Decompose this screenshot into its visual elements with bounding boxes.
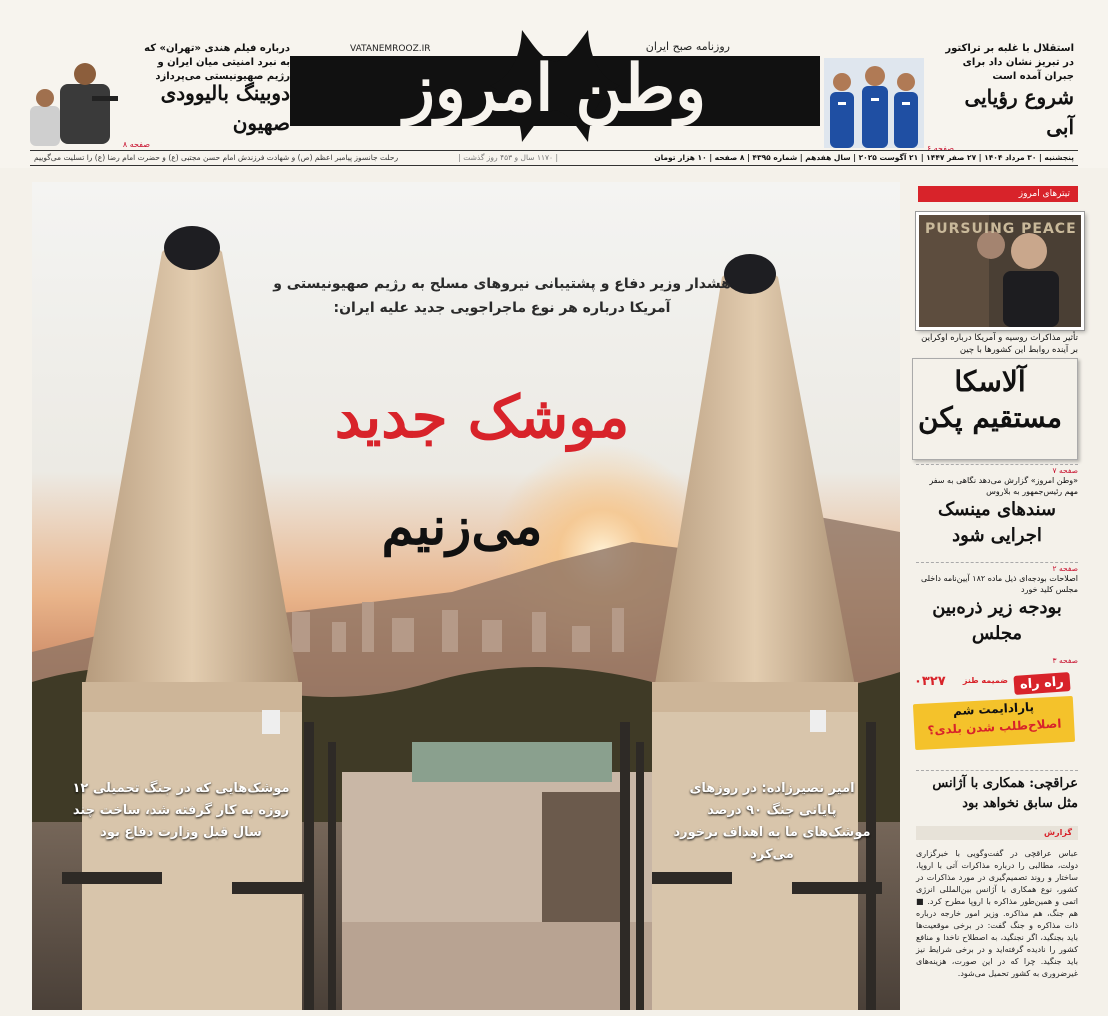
logo-url[interactable]: VATANEMROOZ.IR [350, 44, 431, 54]
caption-left: موشک‌هایی که در جنگ تحمیلی ۱۲ روزه به کار گرفته شد، ساخت چند سال قبل وزارت دفاع بود [72, 781, 290, 840]
film-headline: دوبینگ بالیوودی صهیون [160, 81, 290, 135]
film-teaser[interactable] [30, 40, 290, 150]
sidebar-label: تیترهای امروز [918, 186, 1078, 202]
araghchi-headline: عراقچی: همکاری با آژانس مثل سابق نخواهد بود [932, 776, 1078, 811]
alaska-headline[interactable]: آلاسکا مستقیم پکن [918, 365, 1062, 434]
issue-info: پنجشنبه | ۳۰ مرداد ۱۴۰۴ | ۲۷ صفر ۱۴۴۷ | ۲۱ آگوست ۲۰۲۵ | سال هفدهم | شماره ۴۳۹۵ | ۸ صفحه | ۱۰ هزار تومان [654, 153, 1074, 162]
dateline [30, 150, 1078, 166]
araghchi-item[interactable] [916, 774, 1078, 814]
logo-title: وطن امروز [403, 51, 707, 126]
satire-tag: راه راه [1014, 672, 1071, 695]
actors-photo [30, 58, 120, 148]
minsk-headline: سندهای مینسک اجرایی شود [938, 499, 1056, 546]
separator [916, 770, 1078, 771]
lead-headline-black: می‌زنیم [381, 496, 543, 557]
alaska-kicker: تأثیر مذاکرات روسیه و آمریکا درباره اوکراین بر آینده روابط این کشورها با چین [921, 333, 1078, 355]
budget-page-ref: صفحه ۲ [1052, 564, 1078, 573]
satire-label: ضمیمه طنز [962, 676, 1008, 685]
sports-kicker: استقلال با غلبه بر تراکتور در تبریز نشان داد برای جبران آمده است [945, 43, 1074, 82]
separator [916, 464, 1078, 465]
logo-subtitle: روزنامه صبح ایران [645, 40, 730, 53]
separator [916, 562, 1078, 563]
alaska-photo-text: PURSUING PEACE [925, 221, 1077, 237]
satire-line1: پارادایمت شم [952, 699, 1035, 719]
minsk-page-ref: صفحه ۷ [1052, 466, 1078, 475]
film-kicker: درباره فیلم هندی «تهران» که به نبرد امنیتی میان ایران و رژیم صهیونیستی می‌پردازد [144, 43, 290, 82]
minsk-kicker: «وطن امروز» گزارش می‌دهد نگاهی به سفر مهم رئیس‌جمهور به بلاروس [929, 476, 1078, 496]
sidebar [910, 182, 1078, 1010]
main-photo[interactable] [32, 182, 900, 1010]
film-page-ref: صفحه ۸ [122, 140, 150, 149]
budget-kicker: اصلاحات بودجه‌ای ذیل ماده ۱۸۲ آیین‌نامه داخلی مجلس کلید خورد [920, 574, 1078, 594]
satire-line2: اصلاح‌طلب شدن بلدی؟ [927, 716, 1062, 738]
lead-deck: هشدار وزیر دفاع و پشتیبانی نیروهای مسلح به رژیم صهیونیستی و آمریکا درباره هر نوع ماجراجویی جدید علیه ایران: [273, 276, 731, 316]
newspaper-logo[interactable] [290, 22, 820, 150]
masthead [0, 0, 1108, 168]
report-label: گزارش [916, 826, 1078, 840]
satire-number: ۰۳۲۷ [914, 674, 946, 689]
minsk-item[interactable] [916, 466, 1078, 549]
sports-page-ref: صفحه ۶ [926, 144, 954, 153]
budget-item[interactable] [916, 564, 1078, 647]
elapsed-days: | ۱۱۷۰ سال و ۴۵۳ روز گذشت | [458, 153, 558, 162]
sports-headline: شروع رؤیایی آبی [964, 85, 1074, 139]
satire-page-ref: صفحه ۳ [1052, 656, 1078, 665]
caption-right: امیر نصیرزاده: در روزهای پایانی جنگ ۹۰ درصد موشک‌های ما به اهداف برخورد می‌کرد [673, 781, 871, 862]
satire-supplement[interactable] [910, 670, 1078, 754]
alaska-photo[interactable] [916, 212, 1084, 330]
players-photo [824, 58, 924, 148]
sports-teaser[interactable] [824, 40, 1074, 153]
budget-headline: بودجه زیر ذره‌بین مجلس [932, 597, 1062, 644]
araghchi-body: عباس عراقچی در گفت‌وگویی با خبرگزاری دولت، مطالبی را درباره مذاکرات آتی با اروپا، ساختار و روند تصمیم‌گیری در مورد مذاکرات در کشور، نوع همکاری با آژانس بین‌المللی انرژی اتمی و همین‌طور مذاکره با اروپا مطرح کرد. ■ هم جنگ، هم مذاکره. وزیر امور خارجه درباره ذات مذاکره و جنگ گفت: در برخی موقعیت‌ها باید بجنگید، اگر نجنگید، به اصطلاح ناخدا و منافع کشور را نادیده گرفته‌اید و در برخی شرایط نیز باید جنگید. چرا که در این صورت، هزینه‌های غیرضروری به کشور تحمیل می‌شود. [916, 849, 1078, 978]
condolence-note: رحلت جانسوز پیامبر اعظم (ص) و شهادت فرزندش امام حسن مجتبی (ع) و حضرت امام رضا (ع) را تسلیت می‌گوییم [34, 153, 399, 162]
lead-headline-red: موشک جدید [334, 383, 630, 451]
